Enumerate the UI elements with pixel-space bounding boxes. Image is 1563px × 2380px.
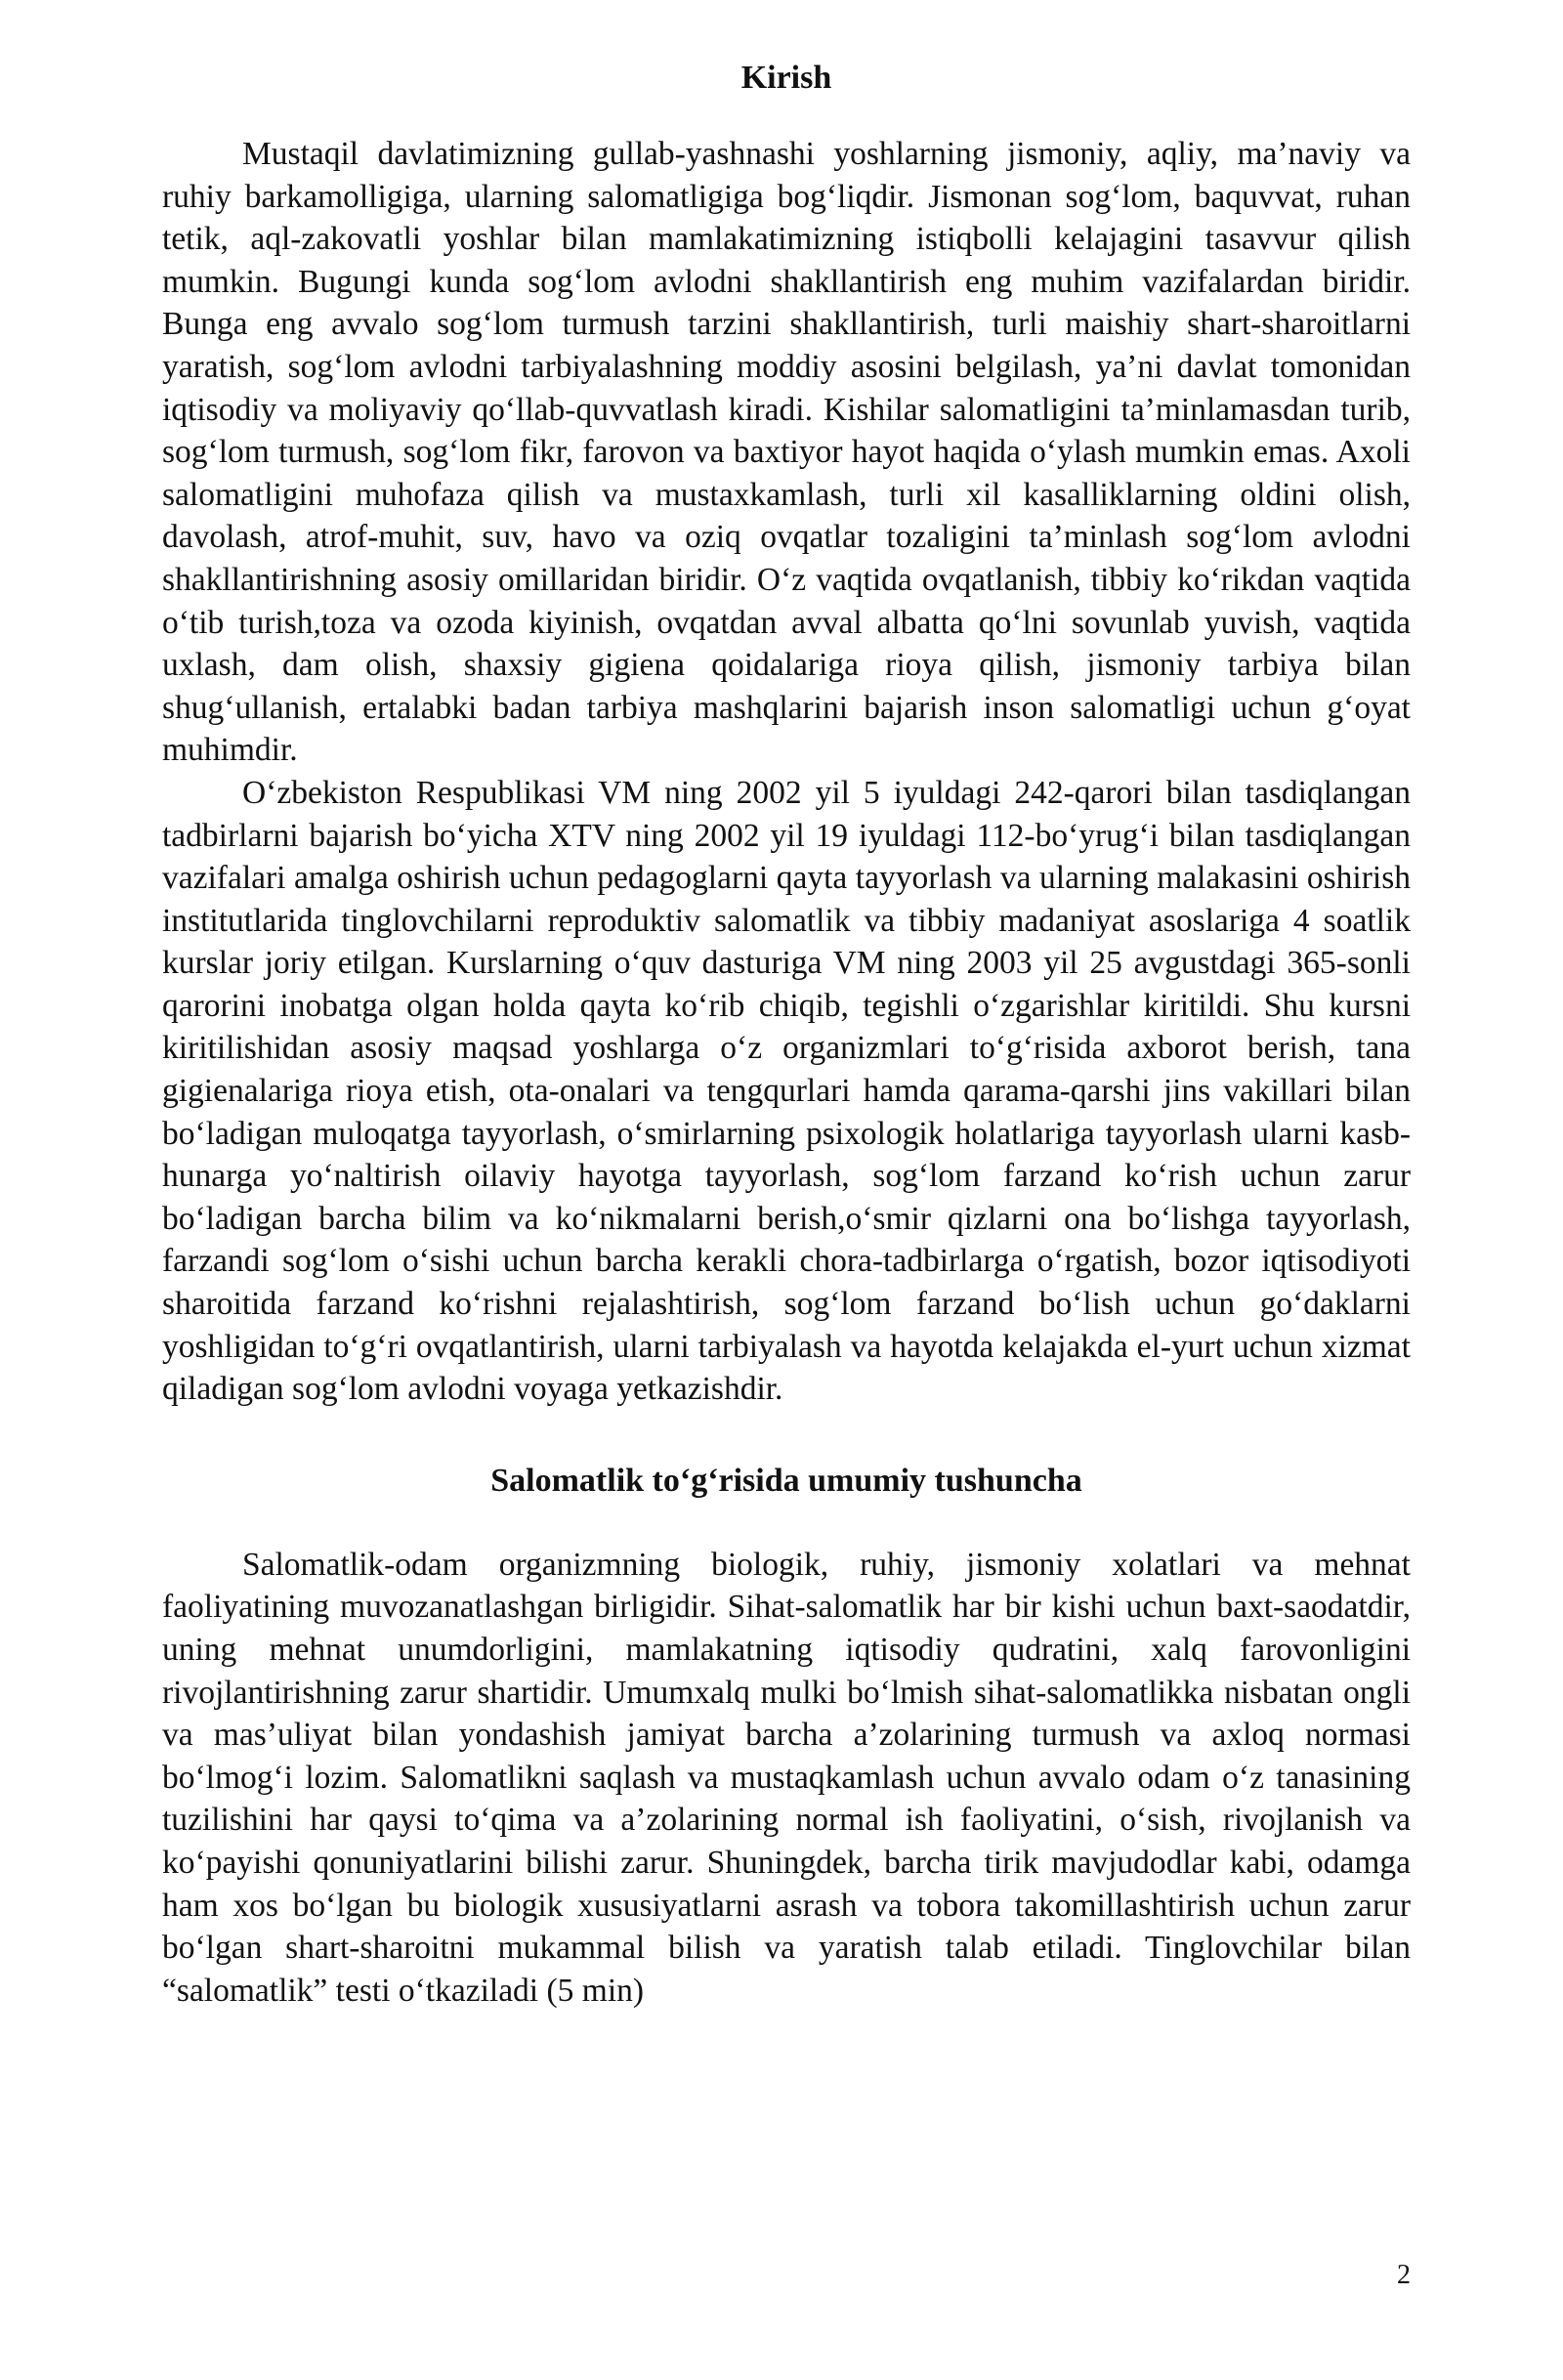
section-title-kirish: Kirish <box>740 60 832 96</box>
paragraph-kirish-1: Mustaqil davlatimizning gullab-yashnashi yoshlarning jismoniy, aqliy, ma’naviy va ruhiy barkamolligiga, ularning salomatligiga bog‘liqdir. Jismonan sog‘lom, baquvvat, ruhan tetik, aql-zakovatli yoshlar bilan mamlakatimizning istiqbolli kelajagini tasavvur qilish mumkin. Bugungi kunda sog‘lom avlodni shakllantirish eng muhim vazifalardan biridir. Bunga eng avvalo sog‘lom turmush tarzini shakllantirish, turli maishiy shart-sharoitlarni yaratish, sog‘lom avlodni tarbiyalashning moddiy asosini belgilash, ya’ni davlat tomonidan iqtisodiy va moliyaviy qo‘llab-quvvatlash kiradi. Kishilar salomatligini ta’minlamasdan turib, sog‘lom turmush, sog‘lom fikr, farovon va baxtiyor hayot haqida o‘ylash mumkin emas. Axoli salomatligini muhofaza qilish va mustaxkamlash, turli xil kasalliklarning oldini olish, davolash, atrof-muhit, suv, havo va oziq ovqatlar tozaligini ta’minlash sog‘lom avlodni shakllantirishning asosiy omillaridan biridir. O‘z vaqtida ovqatlanish, tibbiy ko‘rikdan vaqtida o‘tib turish,toza va ozoda kiyinish, ovqatdan avval albatta qo‘lni sovunlab yuvish, vaqtida uxlash, dam olish, shaxsiy gigiena qoidalariga rioya qilish, jismoniy tarbiya bilan shug‘ullanish, ertalabki badan tarbiya mashqlarini bajarish inson salomatligi uchun g‘oyat muhimdir. <box>162 136 1411 769</box>
paragraph-salomatlik-1: Salomatlik-odam organizmning biologik, ruhiy, jismoniy xolatlari va mehnat faoliyatining muvozanatlashgan birligidir. Sihat-salomatlik har bir kishi uchun baxt-saodatdir, uning mehnat unumdorligini, mamlakatning iqtisodiy qudratini, xalq farovonligini rivojlantirishning zarur shartidir. Umumxalq mulki bo‘lmish sihat-salomatlikka nisbatan ongli va mas’uliyat bilan yondashish jamiyat barcha a’zolarining turmush va axloq normasi bo‘lmog‘i lozim. Salomatlikni saqlash va mustaqkamlash uchun avvalo odam o‘z tanasining tuzilishini har qaysi to‘qima va a’zolarining normal ish faoliyatini, o‘sish, rivojlanish va ko‘payishi qonuniyatlarini bilishi zarur. Shuningdek, barcha tirik mavjudodlar kabi, odamga ham xos bo‘lgan bu biologik xususiyatlarni asrash va tobora takomillashtirish uchun zarur bo‘lgan shart-sharoitni mukammal bilish va yaratish talab etiladi. Tinglovchilar bilan “salomatlik” testi o‘tkaziladi (5 min) <box>162 1546 1411 2009</box>
paragraph-kirish-2: O‘zbekiston Respublikasi VM ning 2002 yil 5 iyuldagi 242-qarori bilan tasdiqlangan tadbirlarni bajarish bo‘yicha XTV ning 2002 yil 19 iyuldagi 112-bo‘yrug‘i bilan tasdiqlangan vazifalari amalga oshirish uchun pedagoglarni qayta tayyorlash va ularning malakasini oshirish institutlarida tinglovchilarni reproduktiv salomatlik va tibbiy madaniyat asoslariga 4 soatlik kurslar joriy etilgan. Kurslarning o‘quv dasturiga VM ning 2003 yil 25 avgustdagi 365-sonli qarorini inobatga olgan holda qayta ko‘rib chiqib, tegishli o‘zgarishlar kiritildi. Shu kursni kiritilishidan asosiy maqsad yoshlarga o‘z organizmlari to‘g‘risida axborot berish, tana gigienalariga rioya etish, ota-onalari va tengqurlari hamda qarama-qarshi jins vakillari bilan bo‘ladigan muloqatga tayyorlash, o‘smirlarning psixologik holatlariga tayyorlash ularni kasb-hunarga yo‘naltirish oilaviy hayotga tayyorlash, sog‘lom farzand ko‘rish uchun zarur bo‘ladigan barcha bilim va ko‘nikmalarni berish,o‘smir qizlarni ona bo‘lishga tayyorlash, farzandi sog‘lom o‘sishi uchun barcha kerakli chora-tadbirlarga o‘rgatish, bozor iqtisodiyoti sharoitida farzand ko‘rishni rejalashtirish, sog‘lom farzand bo‘lish uchun go‘daklarni yoshligidan to‘g‘ri ovqatlantirish, ularni tarbiyalash va hayotda kelajakda el-yurt uchun xizmat qiladigan sog‘lom avlodni voyaga yetkazishdir. <box>162 774 1411 1408</box>
page-number: 2 <box>1397 2260 1411 2290</box>
document-page <box>162 57 1411 2012</box>
section-title-salomatlik: Salomatlik to‘g‘risida umumiy tushuncha <box>490 1462 1082 1499</box>
